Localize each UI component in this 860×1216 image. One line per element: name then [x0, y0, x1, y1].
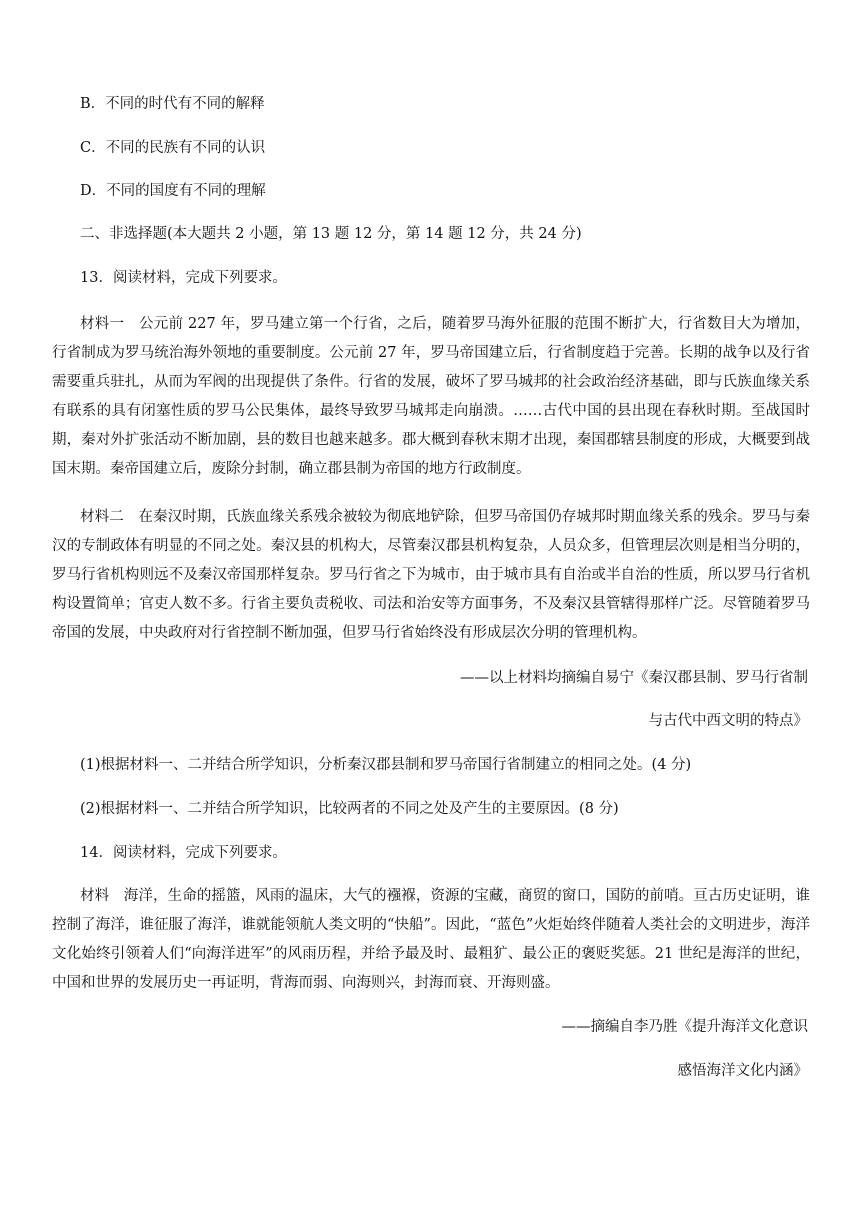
choice-d: D．不同的国度有不同的理解: [80, 183, 266, 199]
choice-c: C．不同的民族有不同的认识: [80, 140, 266, 156]
section-heading: 二、非选择题(本大题共 2 小题，第 13 题 12 分，第 14 题 12 分，共 24 分): [80, 226, 582, 242]
q13-title: 13．阅读材料，完成下列要求。: [80, 270, 287, 286]
q13-material-2: 材料二 在秦汉时期，氏族血缘关系残余被较为彻底地铲除，但罗马帝国仍存城邦时期血缘关系的残余。罗马与秦汉的专制政体有明显的不同之处。秦汉县的机构大，尽管秦汉郡县机构复杂，人员众多，但管理层次则是相当分明的，罗马行省机构则远不及秦汉帝国那样复杂。罗马行省之下为城市，由于城市具有自治或半自治的性质，所以罗马行省机构设置简单；官吏人数不多。行省主要负责税收、司法和治安等方面事务，不及秦汉县管辖得那样广泛。尽管随着罗马帝国的发展，中央政府对行省控制不断加强，但罗马行省始终没有形成层次分明的管理机构。: [52, 509, 810, 641]
q13-source-line-1: ——以上材料均摘编自易宁《秦汉郡县制、罗马行省制: [460, 670, 808, 686]
q13-subquestion-2: (2)根据材料一、二并结合所学知识，比较两者的不同之处及产生的主要原因。(8 分): [80, 801, 619, 817]
q14-source-line-2: 感悟海洋文化内涵》: [677, 1063, 808, 1079]
q14-title: 14．阅读材料，完成下列要求。: [80, 845, 287, 861]
q13-subquestion-1: (1)根据材料一、二并结合所学知识，分析秦汉郡县制和罗马帝国行省制建立的相同之处。(4 分): [80, 757, 692, 773]
q13-material-1: 材料一 公元前 227 年，罗马建立第一个行省，之后，随着罗马海外征服的范围不断扩大，行省数目大为增加，行省制成为罗马统治海外领地的重要制度。公元前 27 年，罗马帝国建立后，行省制度趋于完善。长期的战争以及行省需要重兵驻扎，从而为军阀的出现提供了条件。行省的发展，破坏了罗马城邦的社会政治经济基础，即与氏族血缘关系有联系的具有闭塞性质的罗马公民集体，最终导致罗马城邦走向崩溃。……古代中国的县出现在春秋时期。至战国时期，秦对外扩张活动不断加剧，县的数目也越来越多。郡大概到春秋末期才出现，秦国郡辖县制度的形成，大概要到战国末期。秦帝国建立后，废除分封制，确立郡县制为帝国的地方行政制度。: [52, 316, 810, 477]
q14-source-line-1: ——摘编自李乃胜《提升海洋文化意识: [561, 1019, 808, 1035]
choice-b: B．不同的时代有不同的解释: [80, 96, 265, 112]
q14-material: 材料 海洋，生命的摇篮，风雨的温床，大气的襁褓，资源的宝藏，商贸的窗口，国防的前哨。亘古历史证明，谁控制了海洋，谁征服了海洋，谁就能领航人类文明的“快船”。因此，“蓝色”火炬始终伴随着人类社会的文明进步，海洋文化始终引领着人们“向海洋进军”的风雨历程，并给予最及时、最粗犷、最公正的褒贬奖惩。21 世纪是海洋的世纪，中国和世界的发展历史一再证明，背海而弱、向海则兴，封海而衰、开海则盛。: [52, 888, 810, 991]
q13-source-line-2: 与古代中西文明的特点》: [648, 713, 808, 729]
